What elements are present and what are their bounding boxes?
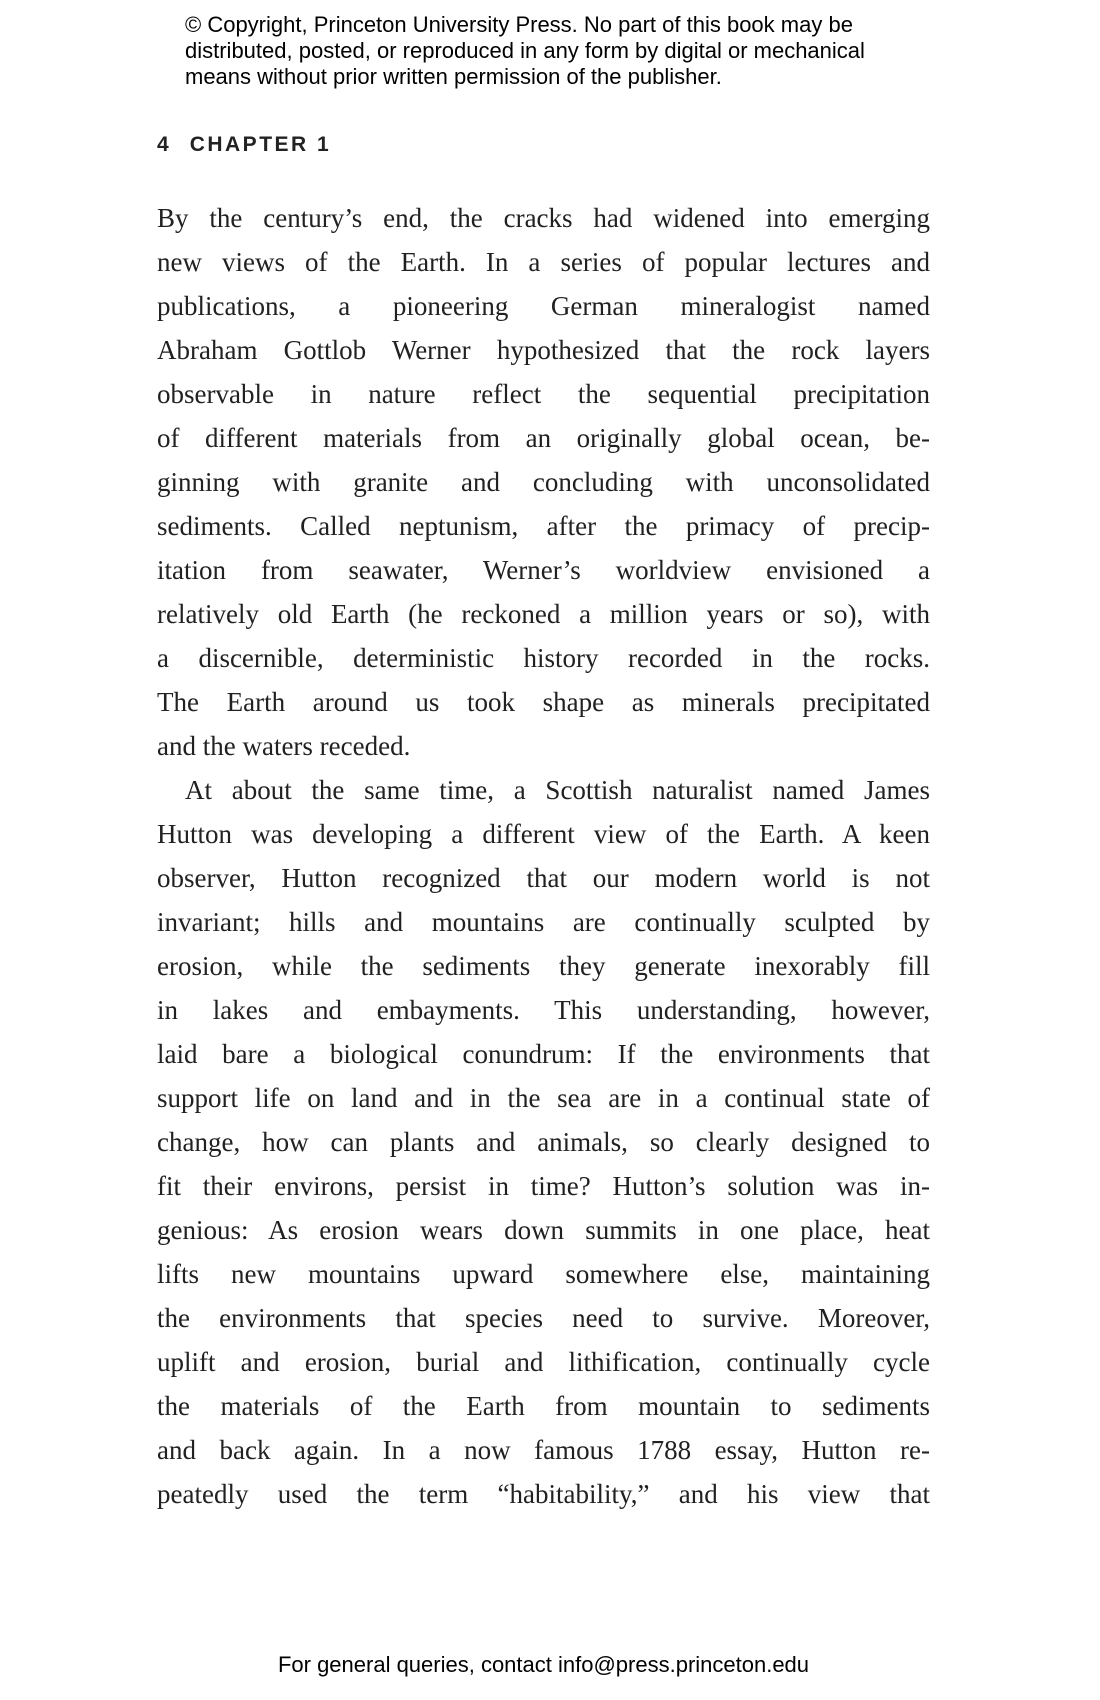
body-line: itation from seawater, Werner’s worldview envisioned a	[157, 555, 930, 585]
body-line: The Earth around us took shape as minerals precipitated	[157, 687, 930, 717]
body-line: By the century’s end, the cracks had widened into emerging	[157, 203, 930, 233]
body-line: Hutton was developing a different view of the Earth. A keen	[157, 819, 930, 849]
footer-contact-text: For general queries, contact info@press.princeton.edu	[277, 1652, 810, 1677]
body-line: relatively old Earth (he reckoned a million years or so), with	[157, 599, 930, 629]
body-line: invariant; hills and mountains are continually sculpted by	[157, 907, 930, 937]
body-line: fit their environs, persist in time? Hutton’s solution was in-	[157, 1171, 930, 1201]
body-line: lifts new mountains upward somewhere else, maintaining	[157, 1259, 930, 1289]
body-line: of different materials from an originally global ocean, be-	[157, 423, 930, 453]
body-line: new views of the Earth. In a series of popular lectures and	[157, 247, 930, 277]
body-line: laid bare a biological conundrum: If the environments that	[157, 1039, 930, 1069]
copyright-line: © Copyright, Princeton University Press. No part of this book may be	[185, 12, 853, 37]
body-line: ginning with granite and concluding with unconsolidated	[157, 467, 930, 497]
body-line: support life on land and in the sea are in a continual state of	[157, 1083, 930, 1113]
body-line: and back again. In a now famous 1788 essay, Hutton re-	[157, 1435, 930, 1465]
body-line: and the waters receded.	[157, 731, 411, 761]
body-line: publications, a pioneering German mineralogist named	[157, 291, 930, 321]
body-line: observer, Hutton recognized that our modern world is not	[157, 863, 930, 893]
body-line: the materials of the Earth from mountain to sediments	[157, 1391, 930, 1421]
body-line: sediments. Called neptunism, after the primacy of precip-	[157, 511, 930, 541]
body-line: a discernible, deterministic history recorded in the rocks.	[157, 643, 930, 673]
body-line: observable in nature reflect the sequential precipitation	[157, 379, 930, 409]
page-number: 4	[157, 133, 169, 156]
body-line: change, how can plants and animals, so clearly designed to	[157, 1127, 930, 1157]
paragraph	[157, 196, 930, 768]
body-line: At about the same time, a Scottish naturalist named James	[185, 775, 930, 805]
body-line: Abraham Gottlob Werner hypothesized that the rock layers	[157, 335, 930, 365]
page-footer	[157, 1652, 930, 1678]
chapter-label: CHAPTER 1	[189, 133, 332, 156]
body-text	[157, 196, 930, 1516]
body-line: erosion, while the sediments they generate inexorably fill	[157, 951, 930, 981]
copyright-line: means without prior written permission of the publisher.	[185, 64, 722, 89]
body-line: peatedly used the term “habitability,” and his view that	[157, 1479, 930, 1509]
body-line: the environments that species need to survive. Moreover,	[157, 1303, 930, 1333]
body-line: in lakes and embayments. This understanding, however,	[157, 995, 930, 1025]
body-line: uplift and erosion, burial and lithification, continually cycle	[157, 1347, 930, 1377]
body-line: genious: As erosion wears down summits in one place, heat	[157, 1215, 930, 1245]
copyright-line: distributed, posted, or reproduced in any form by digital or mechanical	[185, 38, 865, 63]
paragraph	[157, 768, 930, 1516]
copyright-notice	[185, 12, 1100, 90]
running-header	[157, 134, 1100, 156]
